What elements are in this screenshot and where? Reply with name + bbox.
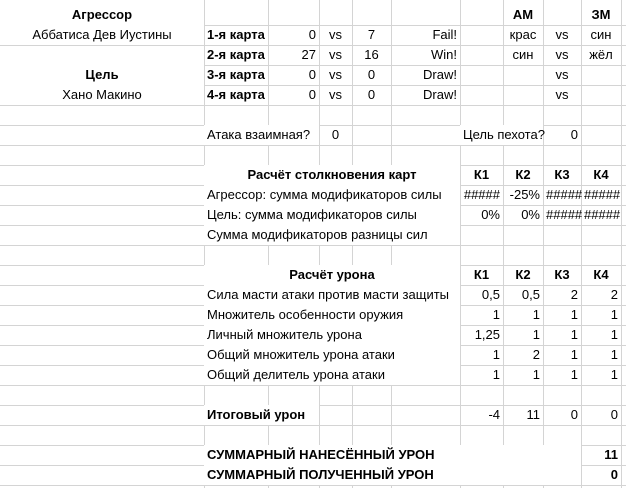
cell-k3[interactable]: 1 — [570, 307, 578, 322]
collision-row — [0, 225, 626, 245]
row-label[interactable]: Общий множитель урона атаки — [204, 345, 460, 365]
card-suit-vs[interactable]: vs — [555, 87, 569, 102]
card-result[interactable]: Draw! — [423, 67, 457, 82]
card-target-value[interactable]: 7 — [367, 27, 376, 42]
total-k1[interactable]: -4 — [488, 407, 500, 422]
card-row — [0, 85, 626, 105]
card-label[interactable]: 1-я карта — [207, 27, 265, 42]
card-target-value[interactable]: 0 — [367, 87, 376, 102]
aggressor-name[interactable]: Аббатиса Дев Иустины — [0, 25, 204, 45]
card-vs[interactable]: vs — [329, 47, 342, 62]
card-aggressor-value[interactable]: 0 — [308, 27, 316, 42]
cell-k3[interactable]: 1 — [570, 367, 578, 382]
cell-k2[interactable]: 1 — [532, 307, 540, 322]
cell-k1[interactable]: 0,5 — [481, 287, 500, 302]
cell-k4[interactable]: 1 — [610, 327, 618, 342]
damage-header-k4[interactable]: К4 — [593, 267, 609, 282]
damage-row — [0, 325, 626, 345]
mutual-attack-value[interactable]: 0 — [331, 127, 340, 142]
header-row — [0, 5, 626, 25]
total-k3[interactable]: 0 — [570, 407, 578, 422]
card-suit-vs[interactable]: vs — [555, 47, 569, 62]
summary-received-value[interactable]: 0 — [610, 467, 618, 482]
card-row — [0, 25, 626, 45]
cell-k4[interactable]: 1 — [610, 367, 618, 382]
mutual-attack-label[interactable]: Атака взаимная? — [204, 125, 319, 145]
cell-k2[interactable]: 1 — [532, 367, 540, 382]
cell-k3[interactable]: 2 — [570, 287, 578, 302]
collision-header-k1[interactable]: К1 — [473, 167, 490, 182]
cell-k2[interactable]: 1 — [532, 327, 540, 342]
card-suit-vs[interactable]: vs — [555, 27, 569, 42]
card-suit-vs[interactable]: vs — [555, 67, 569, 82]
cell-k1[interactable]: ##### — [463, 187, 500, 202]
card-zm-suit[interactable]: син — [590, 27, 612, 42]
card-label[interactable]: 3-я карта — [207, 67, 265, 82]
row-label[interactable]: Сумма модификаторов разницы сил — [204, 225, 460, 245]
cell-k1[interactable]: 0% — [481, 207, 500, 222]
row-label[interactable]: Множитель особенности оружия — [204, 305, 460, 325]
cell-k3[interactable]: 1 — [570, 327, 578, 342]
cell-k2[interactable]: 2 — [532, 347, 540, 362]
damage-title[interactable]: Расчёт урона — [204, 265, 460, 285]
collision-header-k4[interactable]: К4 — [593, 167, 609, 182]
card-am-suit[interactable]: син — [512, 47, 534, 62]
cell-k2[interactable]: -25% — [509, 187, 540, 202]
card-label[interactable]: 2-я карта — [207, 47, 265, 62]
card-row — [0, 45, 626, 65]
card-zm-suit[interactable]: жёл — [589, 47, 613, 62]
summary-dealt-label[interactable]: СУММАРНЫЙ НАНЕСЁННЫЙ УРОН — [204, 445, 581, 465]
card-vs[interactable]: vs — [329, 87, 342, 102]
card-row — [0, 65, 626, 85]
card-target-value[interactable]: 16 — [364, 47, 379, 62]
card-aggressor-value[interactable]: 0 — [308, 87, 316, 102]
aggressor-label[interactable]: Агрессор — [0, 5, 204, 25]
total-damage-label[interactable]: Итоговый урон — [204, 405, 319, 425]
total-damage-row — [0, 405, 626, 425]
damage-header-k2[interactable]: К2 — [515, 267, 531, 282]
row-label[interactable]: Сила масти атаки против масти защиты — [204, 285, 460, 305]
card-label[interactable]: 4-я карта — [207, 87, 265, 102]
damage-row — [0, 345, 626, 365]
card-vs[interactable]: vs — [329, 67, 342, 82]
flags-row — [0, 125, 626, 145]
cell-k1[interactable]: 1 — [492, 347, 500, 362]
target-name[interactable]: Хано Макино — [0, 85, 204, 105]
cell-k3[interactable]: ##### — [546, 207, 583, 222]
row-label[interactable]: Общий делитель урона атаки — [204, 365, 460, 385]
cell-k2[interactable]: 0,5 — [521, 287, 540, 302]
target-label[interactable]: Цель — [0, 65, 204, 85]
damage-header-k1[interactable]: К1 — [473, 267, 490, 282]
summary-dealt-value[interactable]: 11 — [604, 447, 618, 462]
collision-header-row — [0, 165, 626, 185]
cell-k2[interactable]: 0% — [521, 207, 540, 222]
card-target-value[interactable]: 0 — [367, 67, 376, 82]
collision-header-k2[interactable]: К2 — [515, 167, 531, 182]
total-k2[interactable]: 11 — [526, 407, 540, 422]
cell-k3[interactable]: 1 — [570, 347, 578, 362]
card-aggressor-value[interactable]: 0 — [308, 67, 316, 82]
damage-row — [0, 285, 626, 305]
collision-row — [0, 205, 626, 225]
collision-row — [0, 185, 626, 205]
infantry-label[interactable]: Цель пехота? — [460, 125, 543, 145]
cell-k1[interactable]: 1,25 — [474, 327, 500, 342]
cell-k4[interactable]: ##### — [584, 187, 621, 202]
card-result[interactable]: Draw! — [423, 87, 457, 102]
damage-row — [0, 305, 626, 325]
am-header[interactable]: АМ — [512, 7, 534, 22]
card-aggressor-value[interactable]: 27 — [301, 47, 316, 62]
summary-received-row — [0, 465, 626, 485]
card-result[interactable]: Win! — [431, 47, 457, 62]
row-label[interactable]: Цель: сумма модификаторов силы — [204, 205, 460, 225]
cell-k4[interactable]: 1 — [610, 347, 618, 362]
damage-row — [0, 365, 626, 385]
damage-header-row — [0, 265, 626, 285]
row-label[interactable]: Агрессор: сумма модификаторов силы — [204, 185, 460, 205]
cell-k4[interactable]: ##### — [584, 207, 621, 222]
collision-title[interactable]: Расчёт столкновения карт — [204, 165, 460, 185]
total-k4[interactable]: 0 — [610, 407, 618, 422]
cell-k3[interactable]: ##### — [546, 187, 583, 202]
infantry-value[interactable]: 0 — [570, 127, 578, 142]
summary-dealt-row — [0, 445, 626, 465]
row-label[interactable]: Личный множитель урона — [204, 325, 460, 345]
zm-header[interactable]: ЗМ — [591, 7, 611, 22]
card-am-suit[interactable]: крас — [509, 27, 537, 42]
collision-header-k3[interactable]: К3 — [554, 167, 570, 182]
cell-k4[interactable]: 2 — [610, 287, 618, 302]
summary-received-label[interactable]: СУММАРНЫЙ ПОЛУЧЕННЫЙ УРОН — [204, 465, 581, 485]
cell-k1[interactable]: 1 — [492, 307, 500, 322]
card-result[interactable]: Fail! — [432, 27, 457, 42]
cell-k1[interactable]: 1 — [492, 367, 500, 382]
damage-header-k3[interactable]: К3 — [554, 267, 570, 282]
cell-k4[interactable]: 1 — [610, 307, 618, 322]
card-vs[interactable]: vs — [329, 27, 342, 42]
